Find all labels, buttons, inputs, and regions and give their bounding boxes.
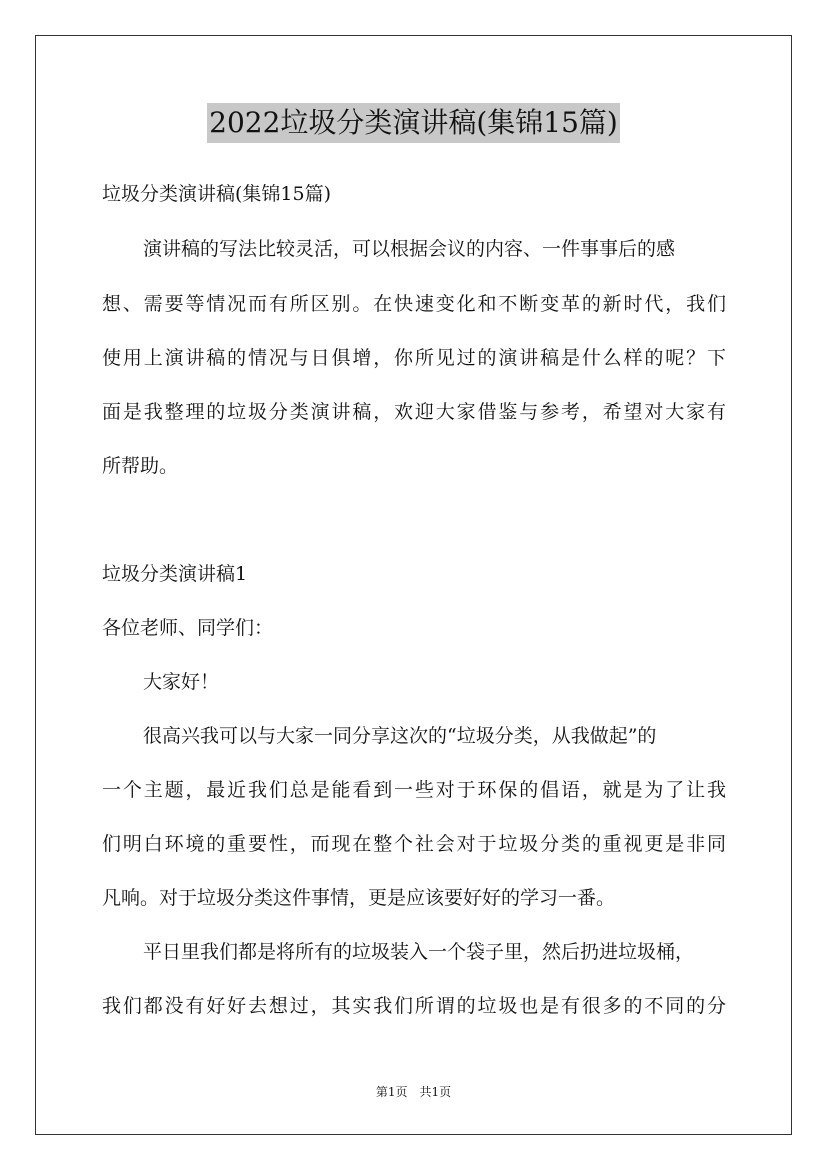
paragraph-line: 平日里我们都是将所有的垃圾装入一个袋子里，然后扔进垃圾桶， — [143, 941, 695, 963]
intro-line: 演讲稿的写法比较灵活，可以根据会议的内容、一件事事后的感 — [143, 238, 676, 260]
intro-line: 想、需要等情况而有所区别。在快速变化和不断变革的新时代，我们 — [102, 293, 726, 315]
paragraph-line: 很高兴我可以与大家一同分享这次的“垃圾分类，从我做起”的 — [143, 725, 657, 747]
document-subtitle: 垃圾分类演讲稿(集锦15篇) — [102, 183, 332, 205]
paragraph-line: 们明白环境的重要性，而现在整个社会对于垃圾分类的重视更是非同 — [102, 833, 726, 855]
salutation: 各位老师、同学们： — [102, 617, 274, 639]
intro-line: 面是我整理的垃圾分类演讲稿，欢迎大家借鉴与参考，希望对大家有 — [102, 401, 726, 423]
paragraph-line: 我们都没有好好去想过，其实我们所谓的垃圾也是有很多的不同的分 — [102, 995, 726, 1017]
greeting: 大家好！ — [143, 671, 220, 693]
page-indicator: 第1页 共1页 — [375, 1085, 452, 1099]
paragraph-line: 凡响。对于垃圾分类这件事情，更是应该要好好的学习一番。 — [102, 887, 616, 909]
intro-line: 所帮助。 — [102, 455, 179, 477]
section-heading: 垃圾分类演讲稿1 — [102, 563, 248, 585]
title-wrap — [0, 103, 827, 143]
paragraph-line: 一个主题，最近我们总是能看到一些对于环保的倡语，就是为了让我 — [102, 779, 726, 801]
document-title: 2022垃圾分类演讲稿(集锦15篇) — [207, 103, 620, 143]
intro-line: 使用上演讲稿的情况与日俱增，你所见过的演讲稿是什么样的呢？下 — [102, 347, 726, 369]
